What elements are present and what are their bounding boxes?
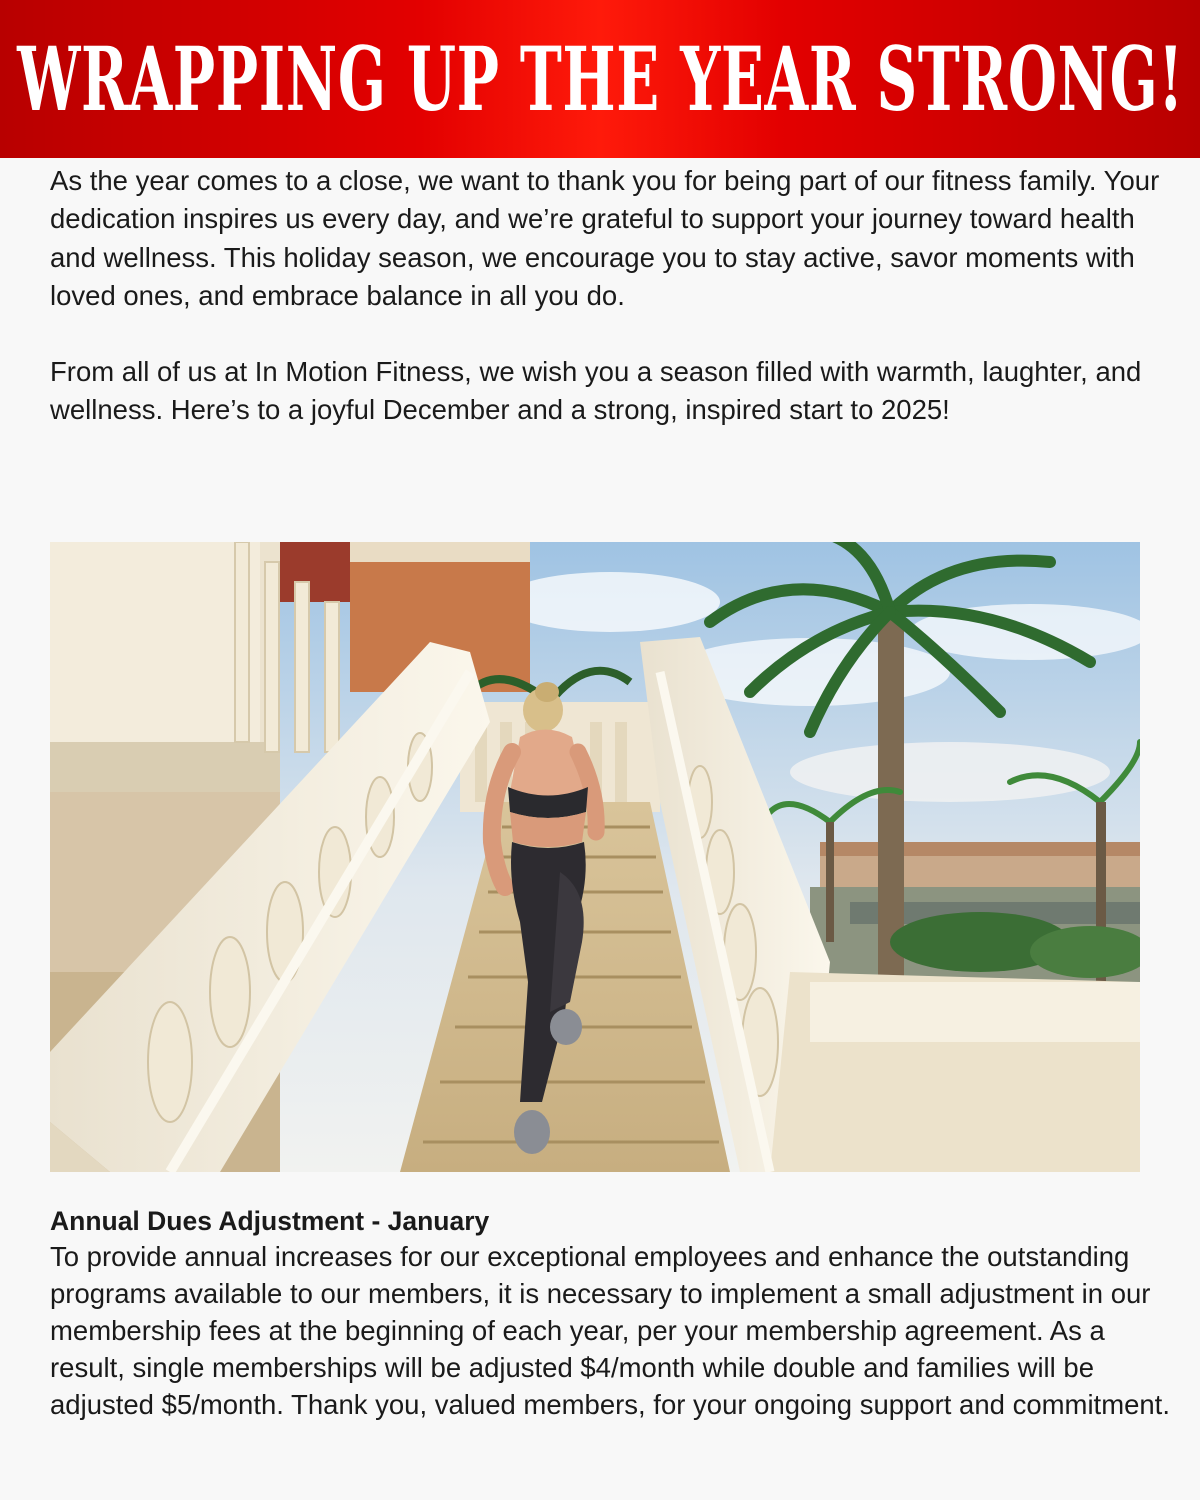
stair-runner-photo [50, 542, 1140, 1172]
page-title: WRAPPING UP THE YEAR STRONG! [16, 27, 1184, 131]
intro-section [50, 162, 1160, 430]
intro-paragraph-1: As the year comes to a close, we want to thank you for being part of our fitness family. Your dedication inspires us every day, and we’re grateful to support your journey toward health and wellness. This holiday season, we encourage you to stay active, savor moments with loved ones, and embrace balance in all you do. [50, 165, 1160, 311]
dues-section [50, 1204, 1170, 1423]
title-banner [0, 0, 1200, 158]
intro-paragraph-2: From all of us at In Motion Fitness, we wish you a season filled with warmth, laughter, and wellness. Here’s to a joyful December and a strong, inspired start to 2025! [50, 356, 1142, 426]
dues-heading: Annual Dues Adjustment - January [50, 1206, 490, 1236]
dues-body: To provide annual increases for our exceptional employees and enhance the outstanding programs available to our members, it is necessary to implement a small adjustment in our membership fees at the beginning of each year, per your membership agreement. As a result, single memberships will be adjusted $4/month while double and families will be adjusted $5/month. Thank you, valued members, for your ongoing support and commitment. [50, 1241, 1170, 1420]
